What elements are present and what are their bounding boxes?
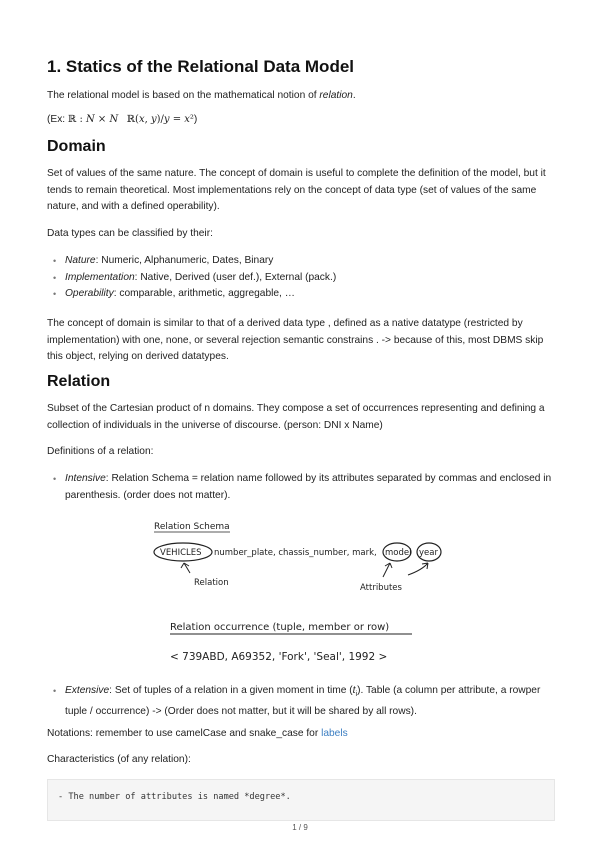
domain-list — [47, 253, 555, 303]
relation-heading: Relation — [47, 373, 111, 390]
code-block — [47, 779, 555, 821]
domain-paragraph-3: The concept of domain is similar to that of a derived data type , defined as a native datatype (restricted by implementation) with one, none, or several rejection semantic constrains . -> because of this, most DBMS skip this object, relying on derived datatypes. — [47, 318, 544, 362]
relation-schema-figure — [150, 515, 450, 665]
page-title: 1. Statics of the Relational Data Model — [47, 57, 355, 76]
attributes-arrow — [383, 563, 392, 577]
schema-attributes: number_plate, chassis_number, mark, — [214, 548, 377, 558]
labels-link[interactable]: labels — [321, 728, 348, 739]
domain-paragraph-2: Data types can be classified by their: — [47, 228, 213, 239]
tuple-example: < 739ABD, A69352, 'Fork', 'Seal', 1992 > — [170, 651, 388, 663]
list-item: • Operability: comparable, arithmetic, aggregable, … — [65, 286, 555, 303]
page-number: 1 / 9 — [292, 823, 308, 832]
intro-paragraph: The relational model is based on the mathematical notion of relation. — [47, 90, 356, 101]
list-item: • Implementation: Native, Derived (user def.), External (pack.) — [65, 270, 555, 287]
attr-year: year — [419, 548, 438, 558]
characteristics-paragraph: Characteristics (of any relation): — [47, 754, 191, 765]
schema-name: VEHICLES — [160, 548, 202, 558]
relation-paragraph-2: Definitions of a relation: — [47, 446, 154, 457]
occurrence-title: Relation occurrence (tuple, member or row) — [170, 622, 390, 633]
domain-heading: Domain — [47, 138, 106, 155]
list-item: • Extensive: Set of tuples of a relation in a given moment in time $(t_i)$. Table (a column per attribute, a rowper tuple / occurrence) -> (Order does not matter, but it will be shared by all rows). — [65, 683, 555, 720]
attr-model: model — [385, 548, 412, 558]
domain-paragraph-1: Set of values of the same nature. The concept of domain is useful to complete the definition of the model, but it tends to remain theoretical. Most implementations rely on the concept of data type (set of values of the same nature, and with a defined operability). — [47, 168, 546, 212]
relation-paragraph-1: Subset of the Cartesian product of n domains. They compose a set of occurrences representing and defining a collection of individuals in the universe of discourse. (person: DNI x Name) — [47, 403, 545, 431]
relation-extensive-list — [47, 683, 555, 720]
example-formula: (Ex: ℝ : 𝑁 × 𝑁 ℝ(𝑥, 𝑦)/𝑦 = 𝑥²) — [47, 114, 198, 125]
schema-title: Relation Schema — [154, 522, 230, 532]
relation-label: Relation — [194, 578, 229, 588]
attributes-arrow — [408, 563, 428, 575]
code-line: - The number of attributes is named *degree*. — [58, 792, 291, 802]
attributes-label: Attributes — [360, 583, 402, 593]
notations-paragraph: Notations: remember to use camelCase and snake_case for labels — [47, 728, 348, 739]
list-item: • Nature: Numeric, Alphanumeric, Dates, Binary — [65, 253, 555, 270]
relation-intensive-list — [47, 471, 555, 504]
relation-arrow — [181, 563, 190, 573]
list-item: • Intensive: Relation Schema = relation name followed by its attributes separated by commas and enclosed in parenthesis. (order does not matter). — [65, 471, 555, 504]
